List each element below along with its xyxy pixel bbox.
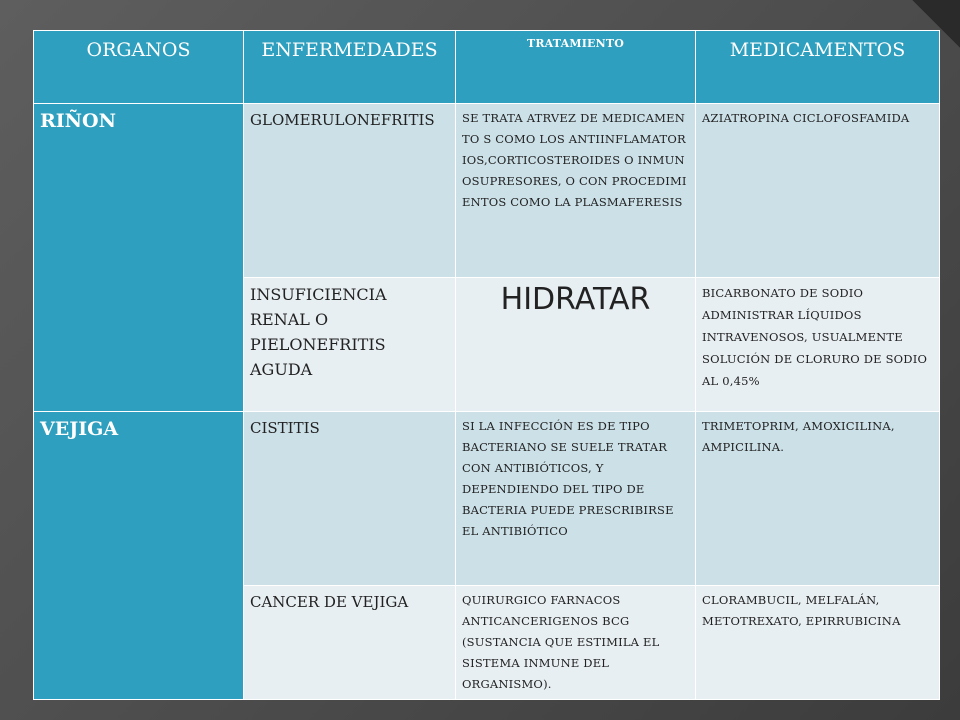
table-header-row bbox=[34, 31, 940, 104]
disease-cell: GLOMERULONEFRITIS bbox=[244, 104, 456, 278]
header-medicamentos: MEDICAMENTOS bbox=[696, 31, 940, 104]
table-row bbox=[34, 104, 940, 278]
organ-rinon: RIÑON bbox=[34, 104, 244, 412]
treatment-cell: SE TRATA ATRVEZ DE MEDICAMENTO S COMO LOS ANTIINFLAMATORIOS,CORTICOSTEROIDES O INMUNOSUPRESORES, O CON PROCEDIMIENTOS COMO LA PLASMAFERESIS bbox=[456, 104, 696, 278]
header-organos: ORGANOS bbox=[34, 31, 244, 104]
treatment-cell: HIDRATAR bbox=[456, 278, 696, 412]
medications-cell: CLORAMBUCIL, MELFALÁN, METOTREXATO, EPIRRUBICINA bbox=[696, 586, 940, 700]
disease-cell: CANCER DE VEJIGA bbox=[244, 586, 456, 700]
disease-cell: CISTITIS bbox=[244, 412, 456, 586]
table-row bbox=[34, 412, 940, 586]
treatment-cell: QUIRURGICO FARNACOS ANTICANCERIGENOS BCG (SUSTANCIA QUE ESTIMILA EL SISTEMA INMUNE DEL ORGANISMO). bbox=[456, 586, 696, 700]
treatment-table bbox=[33, 30, 940, 700]
treatment-cell: SI LA INFECCIÓN ES DE TIPO BACTERIANO SE SUELE TRATAR CON ANTIBIÓTICOS, Y DEPENDIENDO DEL TIPO DE BACTERIA PUEDE PRESCRIBIRSE EL ANTIBIÓTICO bbox=[456, 412, 696, 586]
disease-cell: INSUFICIENCIA RENAL O PIELONEFRITIS AGUDA bbox=[244, 278, 456, 412]
header-enfermedades: ENFERMEDADES bbox=[244, 31, 456, 104]
organ-vejiga: VEJIGA bbox=[34, 412, 244, 700]
medications-cell: AZIATROPINA CICLOFOSFAMIDA bbox=[696, 104, 940, 278]
medications-cell: TRIMETOPRIM, AMOXICILINA, AMPICILINA. bbox=[696, 412, 940, 586]
header-tratamiento: TRATAMIENTO bbox=[456, 31, 696, 104]
medications-cell: BICARBONATO DE SODIO ADMINISTRAR LÍQUIDOS INTRAVENOSOS, USUALMENTE SOLUCIÓN DE CLORURO DE SODIO AL 0,45% bbox=[696, 278, 940, 412]
